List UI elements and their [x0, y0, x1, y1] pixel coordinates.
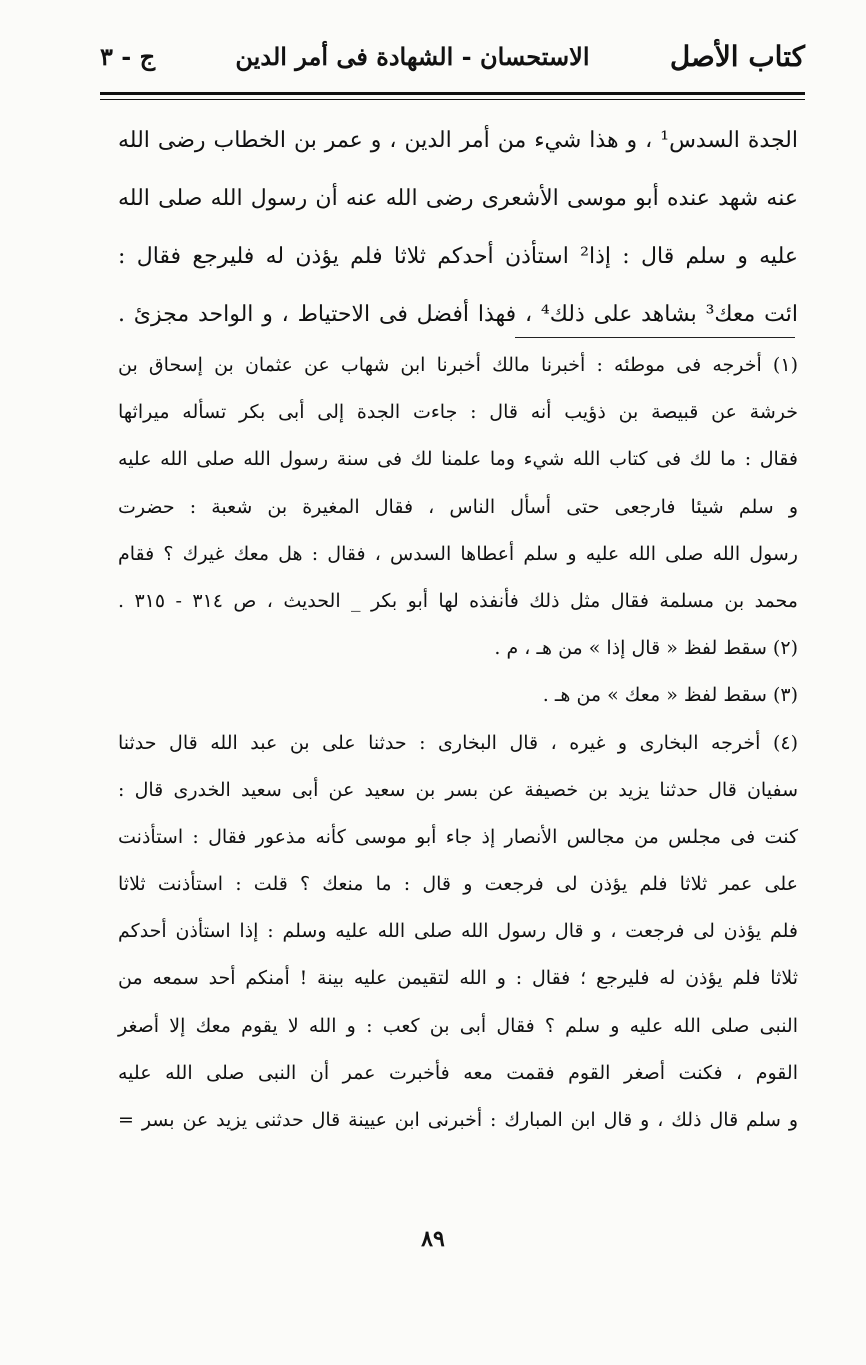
header-book-title: كتاب الأصل [669, 39, 805, 73]
footnote-line: القوم ، فكنت أصغر القوم فقمت معه فأخبرت عمر أن النبى صلى الله عليه [118, 1061, 798, 1084]
footnote-line: (٢) سقط لفظ « قال إذا » من هـ ، م . [494, 637, 798, 660]
footnote-line: فقال : ما لك فى كتاب الله شيء وما علمنا لك فى سنة رسول الله صلى الله عليه [118, 448, 798, 471]
page-number: ٨٩ [421, 1226, 445, 1252]
footnote-line: سفيان قال حدثنا يزيد بن خصيفة عن بسر بن سعيد عن أبى سعيد الخدرى قال : [118, 778, 798, 801]
main-line: ائت معك³ بشاهد على ذلك⁴ ، فهذا أفضل فى الاحتياط ، و الواحد مجزئ . [118, 302, 798, 327]
footnote-line: (٣) سقط لفظ « معك » من هـ . [542, 684, 798, 707]
header-rule-thin [100, 99, 805, 100]
footnote-line: محمد بن مسلمة فقال مثل ذلك فأنفذه لها أبو بكر _ الحديث ، ص ٣١٤ - ٣١٥ . [118, 589, 798, 612]
footnote-line: النبى صلى الله عليه و سلم ؟ فقال أبى بن كعب : و الله لا يقوم معك إلا أصغر [118, 1014, 798, 1037]
footnote-line: كنت فى مجلس من مجالس الأنصار إذ جاء أبو موسى كأنه مذعور فقال : استأذنت [118, 825, 798, 848]
footnote-line: فلم يؤذن لى فرجعت ، و قال رسول الله صلى الله عليه وسلم : إذا استأذن أحدكم [118, 920, 798, 943]
footnote-line: (١) أخرجه فى موطئه : أخبرنا مالك أخبرنا ابن شهاب عن عثمان بن إسحاق بن [118, 354, 798, 376]
header-volume: ج - ٣ [100, 41, 156, 71]
main-line: الجدة السدس¹ ، و هذا شيء من أمر الدين ، و عمر بن الخطاب رضى الله [118, 128, 798, 153]
footnote-line: رسول الله صلى الله عليه و سلم أعطاها السدس ، فقال : هل معك غيرك ؟ فقام [118, 542, 798, 565]
footnote-line: (٤) أخرجه البخارى و غيره ، قال البخارى : حدثنا على بن عبد الله قال حدثنا [118, 731, 798, 754]
footnote-line: خرشة عن قبيصة بن ذؤيب أنه قال : جاءت الجدة إلى أبى بكر تسأله ميراثها [118, 401, 798, 424]
footnote-separator [515, 337, 795, 338]
header-chapter-title: الاستحسان - الشهادة فى أمر الدين [235, 41, 590, 71]
footnote-line: ثلاثا فلم يؤذن له فليرجع ؛ فقال : و الله لتقيمن عليه بينة ! أمنكم أحد سمعه من [118, 967, 798, 990]
footnote-line: على عمر ثلاثا فلم يؤذن لى فرجعت و قال : ما منعك ؟ قلت : استأذنت ثلاثا [118, 873, 798, 896]
header-rule-thick [100, 92, 805, 95]
footnote-line: و سلم قال ذلك ، و قال ابن المبارك : أخبرنى ابن عيينة قال حدثنى يزيد عن بسر = [118, 1109, 798, 1131]
footnote-line: و سلم شيئا فارجعى حتى أسأل الناس ، فقال المغيرة بن شعبة : حضرت [118, 495, 798, 518]
main-text [118, 112, 798, 344]
main-line: عليه و سلم قال : إذا² استأذن أحدكم ثلاثا فلم يؤذن له فليرجع فقال : [118, 244, 798, 269]
main-line: عنه شهد عنده أبو موسى الأشعرى رضى الله عنه أن رسول الله صلى الله [118, 186, 798, 211]
running-header [100, 28, 805, 84]
footnotes [118, 342, 798, 1144]
